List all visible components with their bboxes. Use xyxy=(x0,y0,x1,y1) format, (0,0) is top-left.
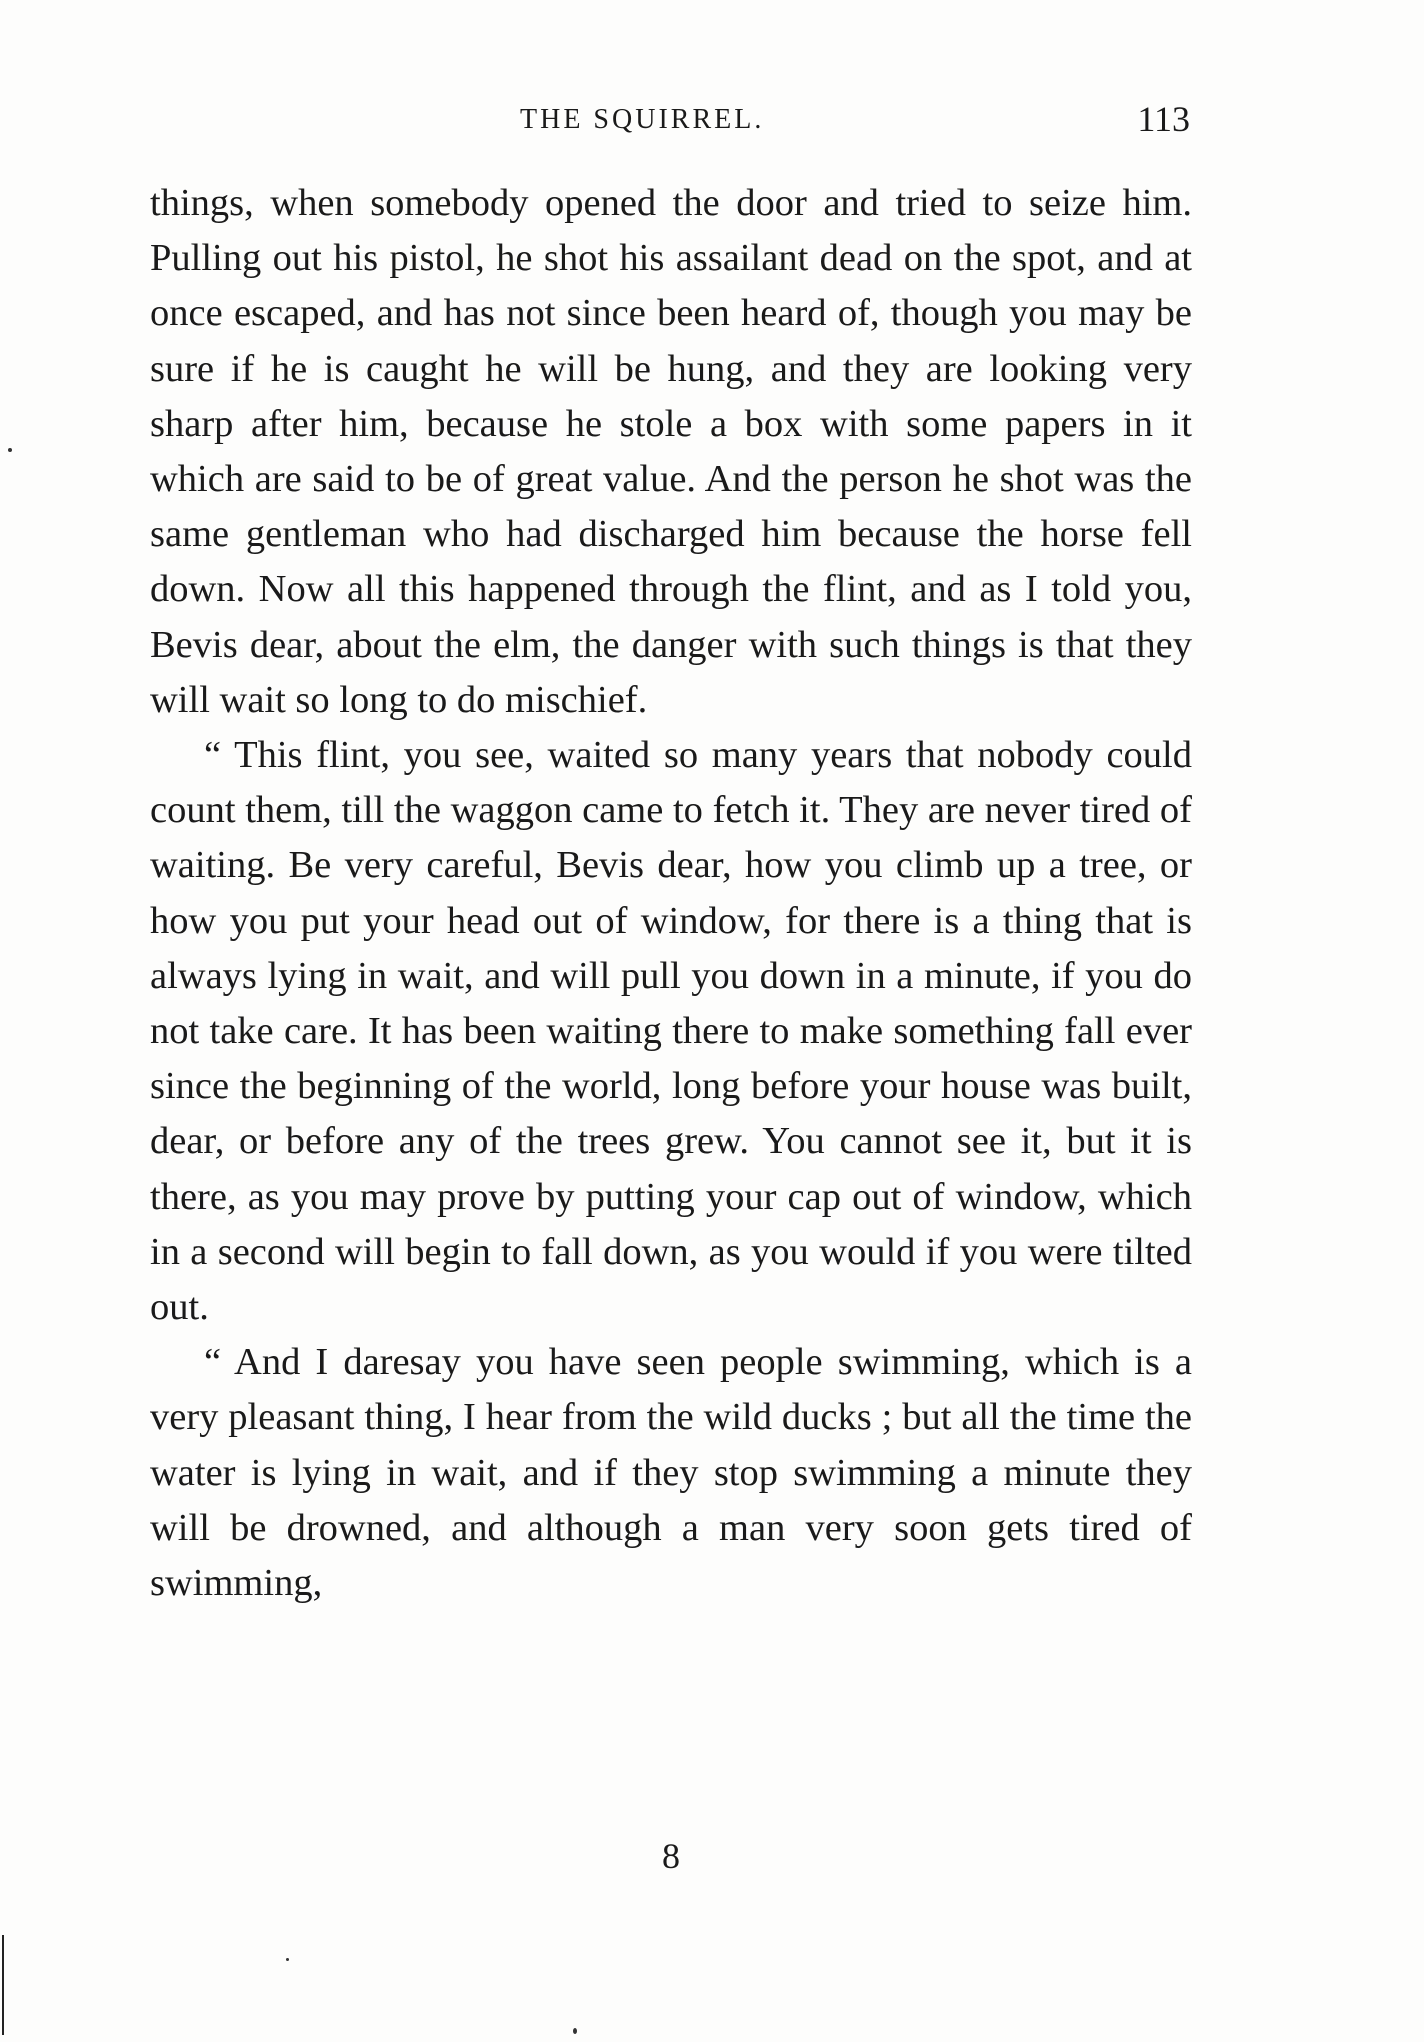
ink-speck xyxy=(573,2028,577,2034)
body-text xyxy=(150,176,1192,1611)
page-number: 113 xyxy=(1137,99,1190,139)
paragraph: “ And I daresay you have seen people swimming, which is a very pleasant thing, I hear from the wild ducks ; but all the time the water is lying in wait, and if they stop swimming a minute they will be drowned, and although a man very soon gets tired of swimming, xyxy=(150,1341,1192,1605)
running-title: THE SQUIRREL. xyxy=(520,104,765,135)
signature-mark: 8 xyxy=(662,1836,680,1876)
page-edge-mark xyxy=(2,1935,4,2035)
running-head xyxy=(150,98,1190,142)
paragraph: “ This flint, you see, waited so many years that nobody could count them, till the waggon came to fetch it. They are never tired of waiting. Be very careful, Bevis dear, how you climb up a tree, or how you put your head out of window, for there is a thing that is always lying in wait, and will pull you down in a minute, if you do not take care. It has been waiting there to make something fall ever since the beginning of the world, long before your house was built, dear, or before any of the trees grew. You cannot see it, but it is there, as you may prove by putting your cap out of window, which in a second will begin to fall down, as you would if you were tilted out. xyxy=(150,734,1192,1329)
ink-speck xyxy=(8,448,12,452)
paragraph: things, when somebody opened the door and tried to seize him. Pulling out his pistol, he shot his assailant dead on the spot, and at once escaped, and has not since been heard of, though you may be sure if he is caught he will be hung, and they are looking very sharp after him, because he stole a box with some papers in it which are said to be of great value. And the person he shot was the same gentleman who had discharged him because the horse fell down. Now all this happened through the flint, and as I told you, Bevis dear, about the elm, the danger with such things is that they will wait so long to do mischief. xyxy=(150,182,1192,721)
ink-speck xyxy=(286,1958,289,1961)
